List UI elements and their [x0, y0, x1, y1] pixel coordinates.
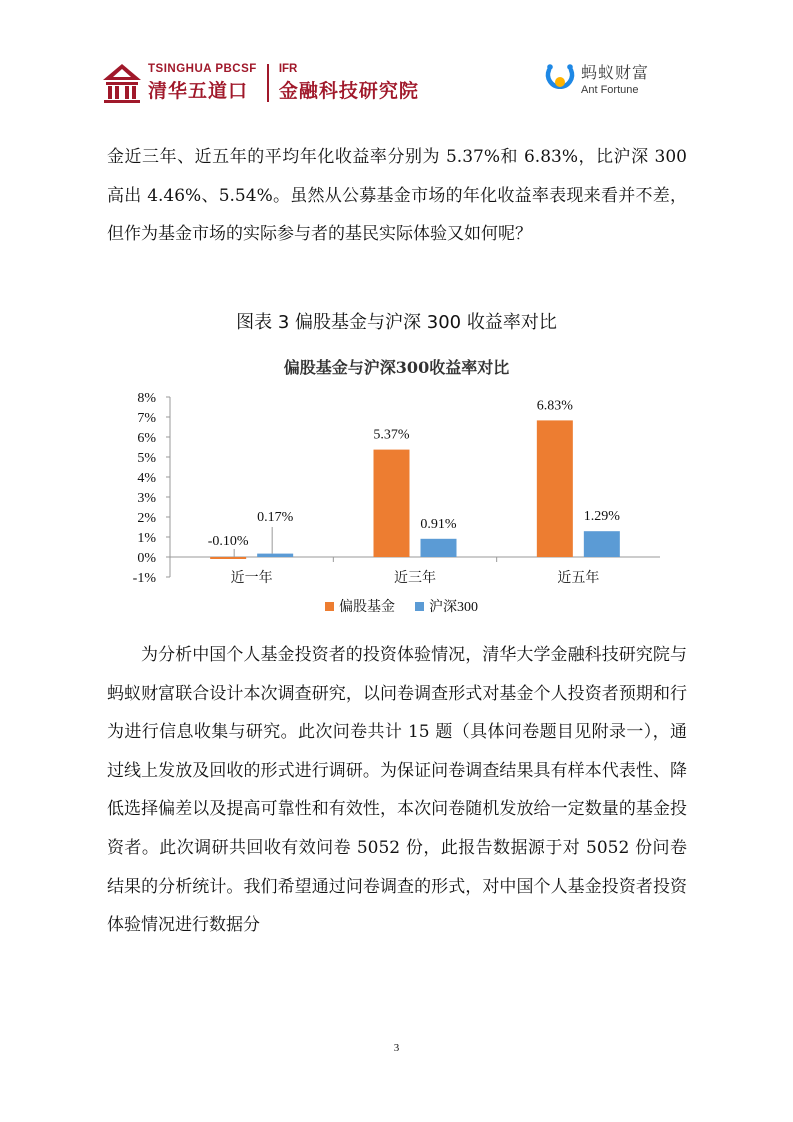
bar-csi300 — [257, 554, 293, 557]
y-tick-label: 4% — [137, 471, 156, 486]
x-tick-label: 近一年 — [230, 571, 273, 586]
legend-swatch — [415, 602, 424, 611]
paragraph-survey-description: 为分析中国个人基金投资者的投资体验情况，清华大学金融科技研究院与蚂蚁财富联合设计本次调查研究，以问卷调查形式对基金个人投资者预期和行为进行信息收集与研究。此次问卷共计 15 题（具体问卷题目见附录一），通过线上发放及回收的形式进行调研。为保证问卷调查结果具有样本代表性、降低选择偏差以及提高可靠性和有效性，本次问卷随机发放给一定数量的基金投资者。此次调研共回收有效问卷 5052 份，此报告数据源于对 5052 份问卷结果的分析统计。我们希望通过问卷调查的形式，对中国个人基金投资者投资体验情况进行数据分 — [107, 645, 687, 936]
y-tick-label: 2% — [137, 511, 156, 526]
logo-divider — [267, 64, 269, 102]
data-label: 1.29% — [583, 509, 620, 525]
bar-equity-fund — [537, 420, 573, 557]
bar-equity-fund — [210, 557, 246, 559]
figure-caption: 图表 3 偏股基金与沪深 300 收益率对比 — [236, 312, 557, 333]
y-tick-label: 7% — [137, 411, 156, 426]
bar-csi300 — [584, 531, 620, 557]
ant-fortune-logo — [542, 60, 649, 96]
ant-fortune-chinese-name: 蚂蚁财富 — [581, 63, 650, 82]
chart-title: 偏股基金与沪深300收益率对比 — [283, 358, 510, 377]
data-label: 6.83% — [536, 398, 573, 414]
ant-fortune-english-name: Ant Fortune — [581, 84, 639, 96]
logo-chinese-name: 清华五道口 — [148, 80, 249, 102]
data-label: 0.17% — [257, 510, 294, 525]
bar-equity-fund — [374, 450, 410, 557]
y-tick-label: 6% — [137, 431, 156, 446]
data-label: 5.37% — [373, 427, 410, 443]
legend-swatch — [325, 602, 334, 611]
x-tick-label: 近五年 — [557, 571, 600, 586]
legend-label: 偏股基金 — [339, 600, 395, 615]
data-label: -0.10% — [207, 534, 249, 549]
y-tick-label: -1% — [132, 571, 156, 586]
y-tick-label: 0% — [137, 551, 156, 566]
logo-english-name: TSINGHUA PBCSF — [148, 63, 257, 75]
y-tick-label: 1% — [137, 531, 156, 546]
legend-label: 沪深300 — [429, 600, 478, 615]
tsinghua-pbcsf-logo — [100, 58, 419, 108]
bar-chart — [125, 385, 685, 625]
ifr-english-name: IFR — [278, 63, 298, 75]
tsinghua-emblem-icon — [100, 61, 144, 105]
ifr-chinese-name: 金融科技研究院 — [278, 80, 419, 102]
y-tick-label: 3% — [137, 491, 156, 506]
paragraph-intro: 金近三年、近五年的平均年化收益率分别为 5.37%和 6.83%，比沪深 300 高出 4.46%、5.54%。虽然从公募基金市场的年化收益率表现来看并不差，但作为基金市场的实际参与者的基民实际体验又如何呢？ — [107, 147, 687, 245]
page-number: 3 — [393, 1042, 400, 1054]
page-header — [100, 58, 700, 108]
ant-fortune-icon — [542, 60, 578, 96]
x-tick-label: 近三年 — [394, 571, 436, 586]
data-label: 0.91% — [420, 516, 457, 532]
bar-csi300 — [421, 539, 457, 557]
y-tick-label: 5% — [137, 451, 156, 466]
y-tick-label: 8% — [137, 391, 156, 406]
